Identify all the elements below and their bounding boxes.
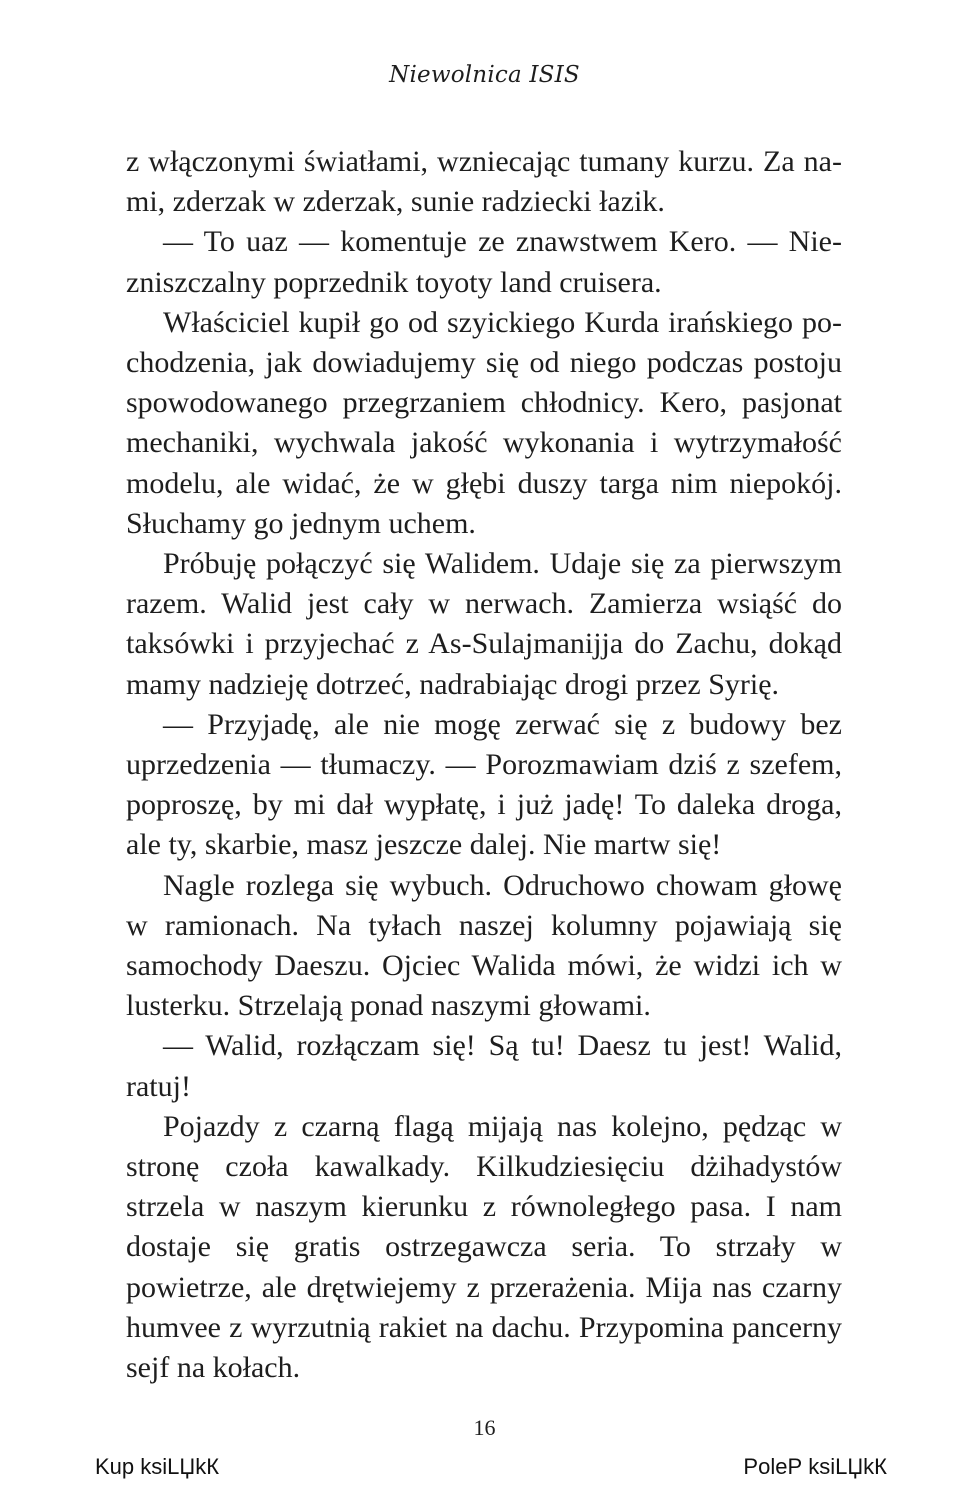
paragraph: — Przyjadę, ale nie mogę zerwać się z budowy bez uprzedzenia — tłumaczy. — Porozmawiam dziś z szefem, poproszę, by mi dał wypłatę, i już jadę! To daleka droga, ale ty, skarbie, masz jeszcze dalej. Nie martw się!	[126, 707, 842, 862]
page-number: 16	[473, 1415, 496, 1440]
buy-book-link[interactable]: Kup ksiLЏkК	[95, 1454, 220, 1479]
body-text	[126, 142, 842, 1388]
paragraph: Właściciel kupił go od szyickiego Kurda irańskiego pochodzenia, jak dowiadujemy się od niego podczas postoju spowodowanego przegrzaniem chłodnicy. Kero, pasjonat mechaniki, wychwala jakość wykonania i wytrzymałość modelu, ale widać, że w głębi duszy targa nim niepokój. Słuchamy go jednym uchem.	[126, 305, 842, 540]
paragraph: — Walid, rozłączam się! Są tu! Daesz tu jest! Walid, ratuj!	[126, 1029, 842, 1103]
paragraph: Nagle rozlega się wybuch. Odruchowo chowam głowę w ramionach. Na tyłach naszej kolumny pojawiają się samochody Daeszu. Ojciec Walida mówi, że widzi ich w lusterku. Strzelają ponad naszymi głowami.	[126, 868, 842, 1023]
paragraph: Pojazdy z czarną flagą mijają nas kolejno, pędząc w stronę czoła kawalkady. Kilkudziesięciu dżihadystów strzela w naszym kierunku z równoległego pasa. I nam dostaje się gratis ostrzegawcza seria. To strzały w powietrze, ale drętwiejemy z przerażenia. Mija nas czarny humvee z wyrzutnią rakiet na dachu. Przypomina pancerny sejf na kołach.	[126, 1109, 842, 1385]
paragraph: — To uaz — komentuje ze znawstwem Kero. — Niezniszczalny poprzednik toyoty land cruisera.	[126, 225, 842, 299]
paragraph: Próbuję połączyć się Walidem. Udaje się za pierwszym razem. Walid jest cały w nerwach. Zamierza wsiąść do taksówki i przyjechać z As-Sulajmanijja do Zachu, dokąd mamy nadzieję dotrzeć, nadrabiając drogi przez Syrię.	[126, 547, 842, 701]
paragraph: z włączonymi światłami, wzniecając tumany kurzu. Za nami, zderzak w zderzak, sunie radziecki łazik.	[126, 145, 842, 219]
running-title: Niewolnica ISIS	[389, 62, 580, 88]
recommend-book-link[interactable]: PoleР ksiLЏkК	[743, 1454, 887, 1479]
